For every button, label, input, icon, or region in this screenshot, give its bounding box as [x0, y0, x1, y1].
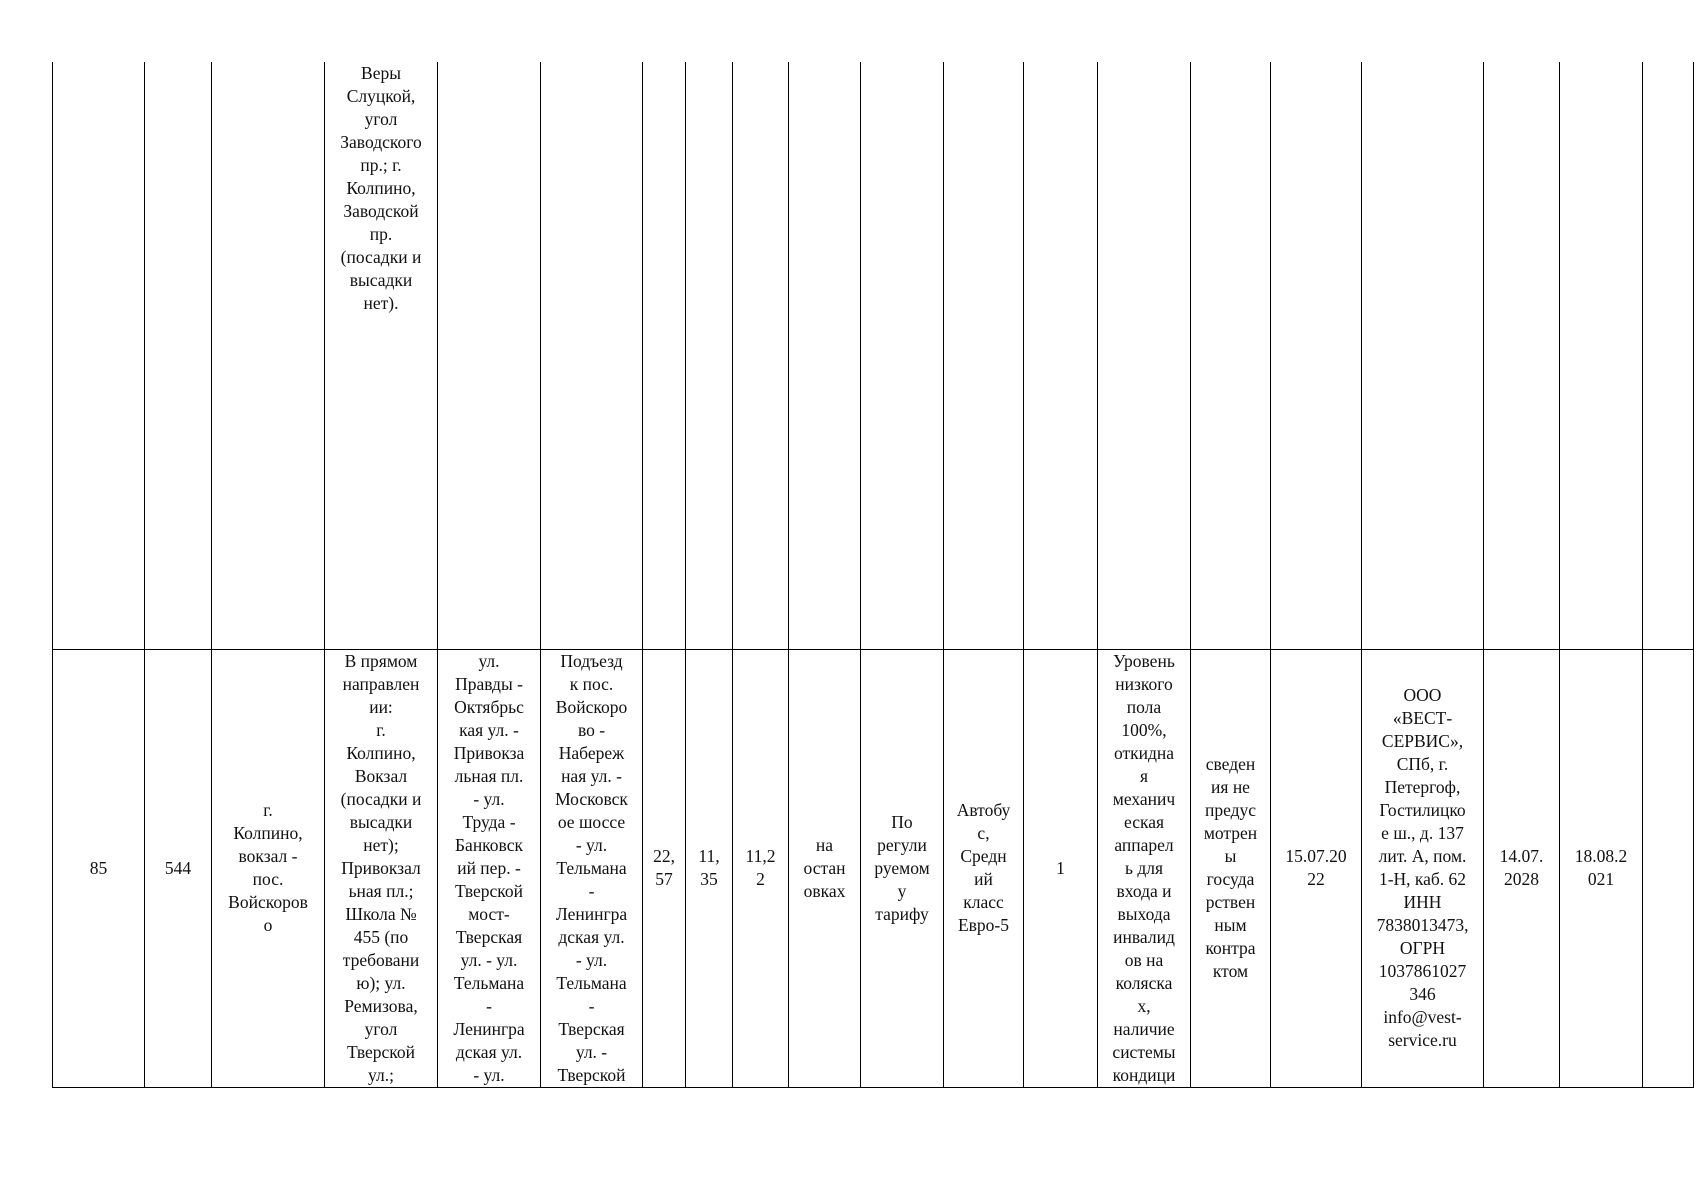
cell-vehicle-features — [1098, 62, 1191, 649]
cell-tariff: По регули руемом у тарифу — [861, 649, 944, 1087]
cell-carrier — [1362, 62, 1484, 649]
cell-vehicle-class — [944, 62, 1024, 649]
cell-end-date: 14.07. 2028 — [1484, 649, 1560, 1087]
cell-stops: Веры Слуцкой, угол Заводского пр.; г. Колпино, Заводской пр. (посадки и высадки нет). — [325, 62, 438, 649]
cell-streets-reverse: Подъезд к пос. Войскоро во - Набереж ная ул. - Московск ое шоссе - ул. Тельмана - Ленингра дская ул. - ул. Тельмана - Тверская ул. - Тверской — [541, 649, 643, 1087]
table-row — [53, 62, 1694, 649]
cell-length-forward: 11, 35 — [686, 649, 733, 1087]
cell-length-reverse — [733, 62, 789, 649]
cell-length-total: 22, 57 — [643, 649, 686, 1087]
cell-vehicle-class: Автобу с, Средн ий класс Евро-5 — [944, 649, 1024, 1087]
cell-boarding-mode: на остан овках — [789, 649, 861, 1087]
cell-vehicle-count — [1024, 62, 1098, 649]
register-table — [52, 62, 1694, 1088]
cell-number — [53, 62, 145, 649]
cell-route-name — [212, 62, 325, 649]
cell-tariff — [861, 62, 944, 649]
cell-route-number: 544 — [145, 649, 212, 1087]
cell-route-number — [145, 62, 212, 649]
cell-stops: В прямом направлен ии: г. Колпино, Вокзал (посадки и высадки нет); Привокзал ьная пл.; Школа № 455 (по требовани ю); ул. Ремизова, угол Тверской ул.; — [325, 649, 438, 1087]
table-row — [53, 649, 1694, 1087]
cell-extra — [1643, 649, 1694, 1087]
cell-start-date: 15.07.20 22 — [1271, 649, 1362, 1087]
cell-streets-forward — [438, 62, 541, 649]
cell-start-date — [1271, 62, 1362, 649]
cell-number: 85 — [53, 649, 145, 1087]
cell-contract-info — [1191, 62, 1271, 649]
cell-streets-forward: ул. Правды - Октябрьс кая ул. - Привокза льная пл. - ул. Труда - Банковск ий пер. - Тверской мост- Тверская ул. - ул. Тельмана - Ленингра дская ул. - ул. — [438, 649, 541, 1087]
cell-end-date — [1484, 62, 1560, 649]
cell-route-name: г. Колпино, вокзал - пос. Войскоров о — [212, 649, 325, 1087]
cell-boarding-mode — [789, 62, 861, 649]
cell-vehicle-count: 1 — [1024, 649, 1098, 1087]
cell-extra — [1643, 62, 1694, 649]
cell-carrier: ООО «ВЕСТ- СЕРВИС», СПб, г. Петергоф, Гостилицко е ш., д. 137 лит. А, пом. 1-Н, каб. 62 ИНН 7838013473, ОГРН 1037861027 346 info@vest- service.ru — [1362, 649, 1484, 1087]
cell-contract-info: сведен ия не предус мотрен ы госуда рствен ным контра ктом — [1191, 649, 1271, 1087]
cell-registry-date — [1560, 62, 1643, 649]
cell-length-reverse: 11,2 2 — [733, 649, 789, 1087]
cell-streets-reverse — [541, 62, 643, 649]
cell-registry-date: 18.08.2 021 — [1560, 649, 1643, 1087]
cell-length-total — [643, 62, 686, 649]
cell-length-forward — [686, 62, 733, 649]
cell-vehicle-features: Уровень низкого пола 100%, откидна я механич еская аппарел ь для входа и выхода инвалид ов на коляска х, наличие системы кондици — [1098, 649, 1191, 1087]
